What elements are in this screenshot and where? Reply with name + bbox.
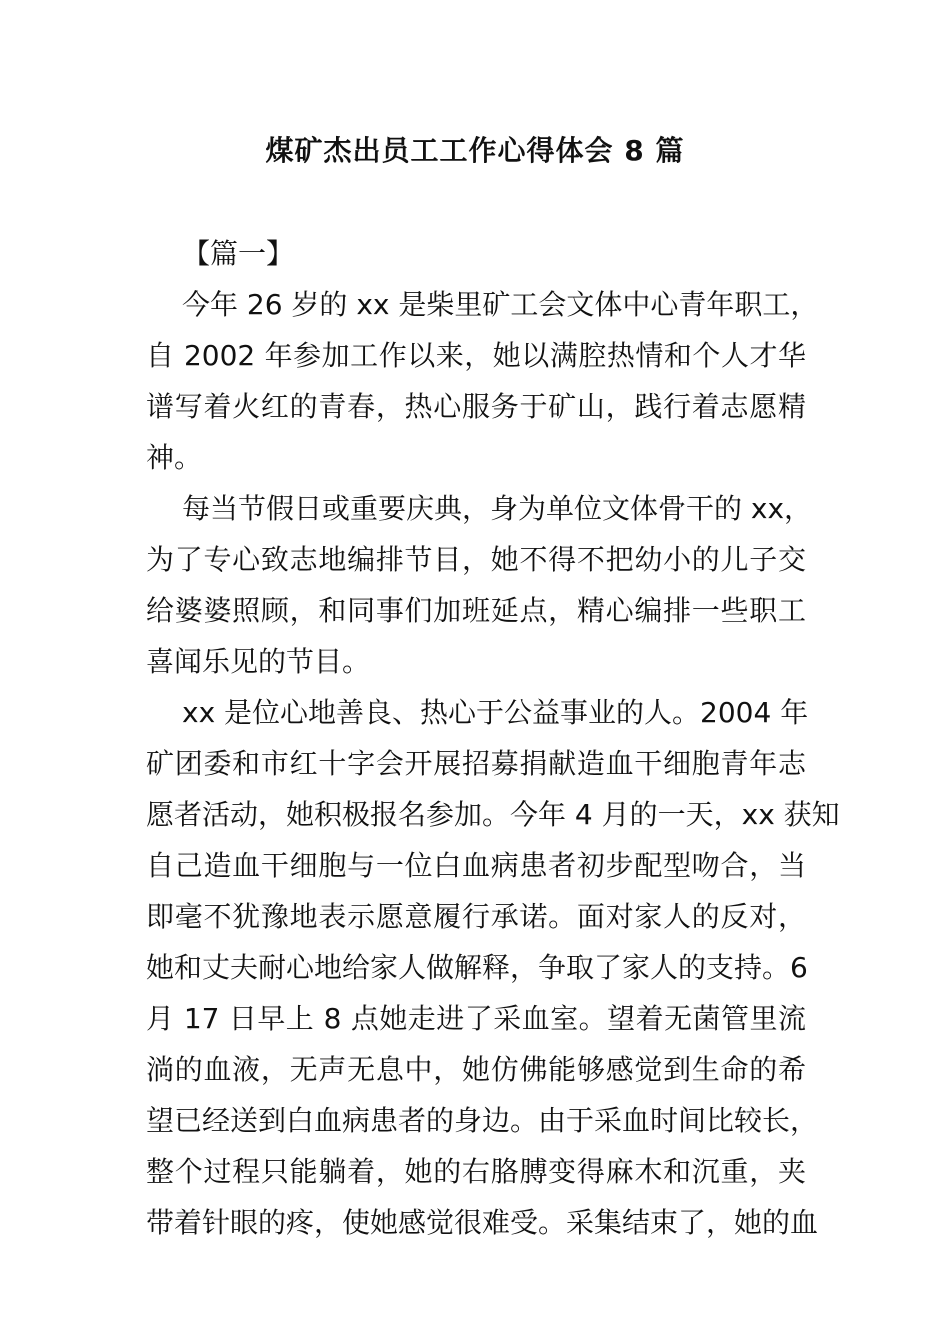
paragraph-line: 自己造血干细胞与一位白血病患者初步配型吻合，当: [146, 849, 806, 882]
paragraph-line: 月 17 日早上 8 点她走进了采血室。望着无菌管里流: [146, 1002, 806, 1035]
paragraph-line: 给婆婆照顾，和同事们加班延点，精心编排一些职工: [146, 594, 806, 627]
paragraph-line: 即毫不犹豫地表示愿意履行承诺。面对家人的反对，: [146, 900, 806, 933]
paragraph-line: 自 2002 年参加工作以来，她以满腔热情和个人才华: [146, 339, 806, 372]
paragraph-line: 愿者活动，她积极报名参加。今年 4 月的一天，xx 获知: [146, 798, 840, 831]
paragraph-line: 望已经送到白血病患者的身边。由于采血时间比较长，: [146, 1104, 819, 1137]
paragraph-line: 喜闻乐见的节目。: [146, 645, 371, 678]
document-title: 煤矿杰出员工工作心得体会 8 篇: [265, 134, 685, 167]
paragraph-line: 为了专心致志地编排节目，她不得不把幼小的儿子交: [146, 543, 806, 576]
paragraph-line: 今年 26 岁的 xx 是柴里矿工会文体中心青年职工，: [182, 288, 819, 321]
paragraph-line: 矿团委和市红十字会开展招募捐献造血干细胞青年志: [146, 747, 806, 780]
paragraph-line: 带着针眼的疼，使她感觉很难受。采集结束了，她的血: [146, 1206, 819, 1239]
paragraph-line: 谱写着火红的青春，热心服务于矿山，践行着志愿精: [146, 390, 806, 423]
document-body: [146, 228, 840, 1248]
section-heading: 【篇一】: [182, 237, 295, 270]
paragraph-line: xx 是位心地善良、热心于公益事业的人。2004 年: [182, 696, 809, 729]
paragraph-line: 淌的血液，无声无息中，她仿佛能够感觉到生命的希: [146, 1053, 806, 1086]
paragraph-line: 她和丈夫耐心地给家人做解释，争取了家人的支持。6: [146, 951, 808, 984]
paragraph-line: 神。: [146, 441, 203, 474]
paragraph-line: 每当节假日或重要庆典，身为单位文体骨干的 xx，: [182, 492, 813, 525]
paragraph-line: 整个过程只能躺着，她的右胳膊变得麻木和沉重，夹: [146, 1155, 806, 1188]
